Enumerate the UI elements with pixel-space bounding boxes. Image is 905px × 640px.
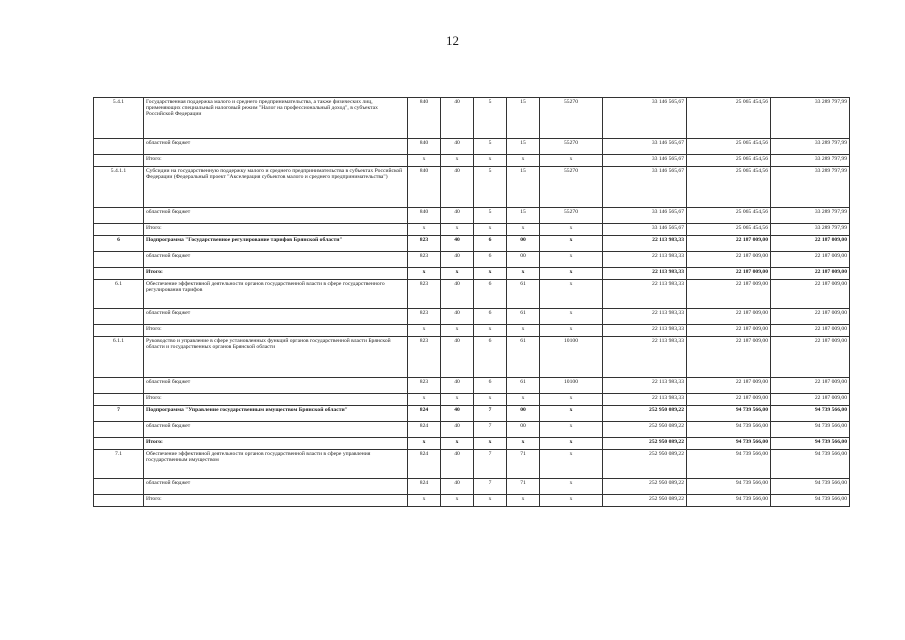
row-code [94, 252, 144, 268]
row-direction-code: х [540, 479, 603, 495]
row-subprogram-code: 5 [474, 167, 507, 208]
row-event-code: 61 [507, 378, 540, 394]
row-program-code: 40 [441, 139, 474, 155]
row-amount-year-3: 94 739 566,00 [771, 438, 850, 450]
row-code [94, 208, 144, 224]
row-amount-year-2: 22 187 009,00 [687, 236, 771, 252]
row-amount-year-1: 33 146 565,67 [603, 139, 687, 155]
table-row [94, 252, 850, 268]
row-admin-code: х [408, 224, 441, 236]
row-amount-year-1: 252 950 089,22 [603, 406, 687, 422]
row-subprogram-code: 6 [474, 337, 507, 378]
row-name: областной бюджет [144, 479, 408, 495]
row-name: Государственная поддержка малого и среднего предпринимательства, а также физических лиц, применяющих специальный налоговый режим "Налог на профессиональный доход", в субъектах Российской Федерации [144, 98, 408, 139]
row-direction-code: х [540, 422, 603, 438]
row-program-code: х [441, 155, 474, 167]
table-row [94, 325, 850, 337]
page-number: 12 [446, 33, 459, 48]
table-row [94, 479, 850, 495]
row-direction-code: х [540, 252, 603, 268]
row-name: Итого: [144, 438, 408, 450]
row-admin-code: 823 [408, 280, 441, 309]
row-program-code: 40 [441, 236, 474, 252]
row-direction-code: х [540, 224, 603, 236]
row-amount-year-3: 22 187 009,00 [771, 337, 850, 378]
row-direction-code: х [540, 495, 603, 507]
row-subprogram-code: 6 [474, 252, 507, 268]
row-event-code: х [507, 268, 540, 280]
row-program-code: х [441, 495, 474, 507]
table-row [94, 337, 850, 378]
row-code [94, 422, 144, 438]
row-amount-year-1: 22 113 983,33 [603, 309, 687, 325]
row-event-code: х [507, 394, 540, 406]
row-event-code: 00 [507, 406, 540, 422]
row-program-code: х [441, 394, 474, 406]
row-amount-year-2: 22 187 009,00 [687, 268, 771, 280]
row-event-code: х [507, 155, 540, 167]
row-amount-year-3: 94 739 566,00 [771, 422, 850, 438]
row-admin-code: х [408, 438, 441, 450]
row-event-code: 00 [507, 236, 540, 252]
row-code: 6.1.1 [94, 337, 144, 378]
row-direction-code: 10100 [540, 337, 603, 378]
table-row [94, 280, 850, 309]
row-amount-year-3: 33 289 797,99 [771, 167, 850, 208]
row-direction-code: 55270 [540, 98, 603, 139]
row-amount-year-2: 94 739 566,00 [687, 406, 771, 422]
row-program-code: 40 [441, 422, 474, 438]
row-direction-code: 55270 [540, 139, 603, 155]
row-amount-year-3: 22 187 009,00 [771, 394, 850, 406]
row-direction-code: 10100 [540, 378, 603, 394]
row-amount-year-3: 22 187 009,00 [771, 325, 850, 337]
row-amount-year-3: 94 739 566,00 [771, 406, 850, 422]
table-row [94, 155, 850, 167]
row-code: 6.1 [94, 280, 144, 309]
row-code: 7.1 [94, 450, 144, 479]
row-direction-code: х [540, 309, 603, 325]
row-subprogram-code: 7 [474, 422, 507, 438]
row-event-code: 15 [507, 98, 540, 139]
row-event-code: 15 [507, 167, 540, 208]
table-row [94, 406, 850, 422]
row-program-code: х [441, 268, 474, 280]
row-amount-year-3: 94 739 566,00 [771, 495, 850, 507]
row-amount-year-3: 33 289 797,99 [771, 139, 850, 155]
row-direction-code: х [540, 268, 603, 280]
row-name: Итого: [144, 394, 408, 406]
row-code [94, 394, 144, 406]
row-name: Подпрограмма "Государственное регулирование тарифов Брянской области" [144, 236, 408, 252]
row-subprogram-code: 6 [474, 378, 507, 394]
row-subprogram-code: х [474, 268, 507, 280]
row-name: Итого: [144, 325, 408, 337]
row-admin-code: 824 [408, 406, 441, 422]
row-subprogram-code: 6 [474, 280, 507, 309]
row-code: 5.4.1.1 [94, 167, 144, 208]
row-amount-year-1: 22 113 983,33 [603, 325, 687, 337]
row-code: 7 [94, 406, 144, 422]
row-subprogram-code: 7 [474, 479, 507, 495]
row-amount-year-1: 252 950 089,22 [603, 450, 687, 479]
row-event-code: 61 [507, 309, 540, 325]
row-admin-code: 823 [408, 236, 441, 252]
row-event-code: 00 [507, 422, 540, 438]
row-code [94, 378, 144, 394]
row-event-code: х [507, 224, 540, 236]
row-admin-code: 824 [408, 450, 441, 479]
row-program-code: 40 [441, 98, 474, 139]
row-amount-year-3: 94 739 566,00 [771, 450, 850, 479]
row-direction-code: х [540, 155, 603, 167]
row-program-code: х [441, 325, 474, 337]
row-amount-year-2: 25 065 454,56 [687, 208, 771, 224]
row-amount-year-3: 22 187 009,00 [771, 280, 850, 309]
row-amount-year-3: 94 739 566,00 [771, 479, 850, 495]
row-amount-year-1: 22 113 983,33 [603, 236, 687, 252]
table-row [94, 450, 850, 479]
row-program-code: 40 [441, 450, 474, 479]
row-amount-year-2: 25 065 454,56 [687, 167, 771, 208]
row-amount-year-1: 22 113 983,33 [603, 252, 687, 268]
row-direction-code: х [540, 280, 603, 309]
table-row [94, 167, 850, 208]
table-row [94, 236, 850, 252]
row-subprogram-code: 6 [474, 309, 507, 325]
row-admin-code: х [408, 325, 441, 337]
budget-table-body [94, 98, 850, 507]
row-direction-code: х [540, 394, 603, 406]
table-row [94, 422, 850, 438]
row-amount-year-3: 33 289 797,99 [771, 208, 850, 224]
row-program-code: 40 [441, 406, 474, 422]
row-admin-code: х [408, 268, 441, 280]
row-subprogram-code: х [474, 224, 507, 236]
row-name: Подпрограмма "Управление государственным имуществом Брянской области" [144, 406, 408, 422]
row-amount-year-2: 94 739 566,00 [687, 479, 771, 495]
row-amount-year-3: 33 289 797,99 [771, 98, 850, 139]
row-subprogram-code: х [474, 155, 507, 167]
table-row [94, 309, 850, 325]
table-row [94, 139, 850, 155]
row-amount-year-1: 33 146 565,67 [603, 167, 687, 208]
row-name: Субсидии на государственную поддержку малого и среднего предпринимательства в субъектах Российской Федерации (Федеральный проект "Акселерация субъектов малого и среднего предпринимательства") [144, 167, 408, 208]
row-amount-year-2: 25 065 454,56 [687, 155, 771, 167]
row-amount-year-1: 33 146 565,67 [603, 155, 687, 167]
row-program-code: 40 [441, 208, 474, 224]
row-amount-year-1: 252 950 089,22 [603, 479, 687, 495]
row-subprogram-code: х [474, 325, 507, 337]
row-event-code: х [507, 438, 540, 450]
row-event-code: 61 [507, 337, 540, 378]
row-amount-year-2: 94 739 566,00 [687, 422, 771, 438]
row-event-code: 71 [507, 479, 540, 495]
row-amount-year-1: 22 113 983,33 [603, 268, 687, 280]
row-amount-year-2: 94 739 566,00 [687, 450, 771, 479]
row-amount-year-3: 22 187 009,00 [771, 309, 850, 325]
row-program-code: 40 [441, 167, 474, 208]
row-direction-code: х [540, 450, 603, 479]
row-code [94, 268, 144, 280]
row-admin-code: 823 [408, 378, 441, 394]
row-amount-year-2: 22 187 009,00 [687, 280, 771, 309]
row-subprogram-code: 7 [474, 406, 507, 422]
row-amount-year-2: 25 065 454,56 [687, 224, 771, 236]
row-admin-code: 824 [408, 479, 441, 495]
row-amount-year-1: 22 113 983,33 [603, 337, 687, 378]
row-name: областной бюджет [144, 378, 408, 394]
row-code: 6 [94, 236, 144, 252]
row-amount-year-2: 25 065 454,56 [687, 98, 771, 139]
row-code [94, 479, 144, 495]
row-name: Итого: [144, 155, 408, 167]
row-name: Итого: [144, 268, 408, 280]
row-amount-year-3: 22 187 009,00 [771, 252, 850, 268]
row-program-code: 40 [441, 252, 474, 268]
row-event-code: 15 [507, 139, 540, 155]
row-admin-code: 840 [408, 98, 441, 139]
row-code [94, 309, 144, 325]
row-event-code: 71 [507, 450, 540, 479]
row-amount-year-1: 33 146 565,67 [603, 208, 687, 224]
row-admin-code: 840 [408, 167, 441, 208]
row-name: областной бюджет [144, 309, 408, 325]
row-event-code: х [507, 495, 540, 507]
table-row [94, 394, 850, 406]
row-code [94, 325, 144, 337]
row-event-code: 15 [507, 208, 540, 224]
row-name: областной бюджет [144, 139, 408, 155]
row-event-code: х [507, 325, 540, 337]
row-code [94, 155, 144, 167]
row-name: Итого: [144, 495, 408, 507]
row-code [94, 495, 144, 507]
row-admin-code: 823 [408, 252, 441, 268]
row-program-code: 40 [441, 280, 474, 309]
row-amount-year-2: 22 187 009,00 [687, 394, 771, 406]
table-row [94, 378, 850, 394]
row-amount-year-2: 94 739 566,00 [687, 438, 771, 450]
row-amount-year-1: 33 146 565,67 [603, 98, 687, 139]
budget-table [93, 97, 850, 507]
row-amount-year-2: 22 187 009,00 [687, 378, 771, 394]
row-admin-code: 823 [408, 337, 441, 378]
table-row [94, 495, 850, 507]
table-row [94, 98, 850, 139]
row-direction-code: х [540, 438, 603, 450]
row-admin-code: 823 [408, 309, 441, 325]
row-program-code: 40 [441, 309, 474, 325]
table-row [94, 438, 850, 450]
row-code: 5.4.1 [94, 98, 144, 139]
row-subprogram-code: 5 [474, 208, 507, 224]
row-direction-code: х [540, 325, 603, 337]
row-program-code: х [441, 438, 474, 450]
row-name: областной бюджет [144, 252, 408, 268]
row-subprogram-code: х [474, 394, 507, 406]
row-amount-year-2: 22 187 009,00 [687, 337, 771, 378]
row-amount-year-3: 22 187 009,00 [771, 268, 850, 280]
row-subprogram-code: 5 [474, 139, 507, 155]
row-amount-year-3: 22 187 009,00 [771, 236, 850, 252]
row-amount-year-1: 22 113 983,33 [603, 394, 687, 406]
row-amount-year-2: 22 187 009,00 [687, 309, 771, 325]
row-amount-year-1: 22 113 983,33 [603, 280, 687, 309]
row-amount-year-3: 33 289 797,99 [771, 155, 850, 167]
row-amount-year-1: 252 950 089,22 [603, 438, 687, 450]
row-subprogram-code: 7 [474, 450, 507, 479]
table-row [94, 208, 850, 224]
row-subprogram-code: х [474, 495, 507, 507]
row-name: областной бюджет [144, 422, 408, 438]
row-program-code: 40 [441, 479, 474, 495]
row-admin-code: 840 [408, 139, 441, 155]
row-amount-year-2: 94 739 566,00 [687, 495, 771, 507]
row-amount-year-2: 22 187 009,00 [687, 325, 771, 337]
row-amount-year-3: 22 187 009,00 [771, 378, 850, 394]
row-admin-code: х [408, 495, 441, 507]
row-subprogram-code: 6 [474, 236, 507, 252]
table-row [94, 224, 850, 236]
row-direction-code: 55270 [540, 208, 603, 224]
row-subprogram-code: х [474, 438, 507, 450]
row-amount-year-1: 252 950 089,22 [603, 422, 687, 438]
row-event-code: 00 [507, 252, 540, 268]
row-amount-year-1: 22 113 983,33 [603, 378, 687, 394]
row-direction-code: х [540, 406, 603, 422]
row-code [94, 224, 144, 236]
row-amount-year-2: 25 065 454,56 [687, 139, 771, 155]
row-name: Обеспечение эффективной деятельности органов государственной власти в сфере государственного регулирования тарифов [144, 280, 408, 309]
row-amount-year-1: 33 146 565,67 [603, 224, 687, 236]
row-name: Обеспечение эффективной деятельности органов государственной власти в сфере управления государственным имуществом [144, 450, 408, 479]
row-amount-year-1: 252 950 089,22 [603, 495, 687, 507]
row-direction-code: 55270 [540, 167, 603, 208]
row-admin-code: 840 [408, 208, 441, 224]
row-program-code: 40 [441, 337, 474, 378]
row-program-code: 40 [441, 378, 474, 394]
row-amount-year-2: 22 187 009,00 [687, 252, 771, 268]
row-admin-code: 824 [408, 422, 441, 438]
row-code [94, 139, 144, 155]
row-code [94, 438, 144, 450]
row-event-code: 61 [507, 280, 540, 309]
row-name: областной бюджет [144, 208, 408, 224]
row-program-code: х [441, 224, 474, 236]
row-admin-code: х [408, 155, 441, 167]
row-name: Руководство и управление в сфере установленных функций органов государственной власти Брянской области и государственных органов Брянской области [144, 337, 408, 378]
row-name: Итого: [144, 224, 408, 236]
row-direction-code: х [540, 236, 603, 252]
row-admin-code: х [408, 394, 441, 406]
table-row [94, 268, 850, 280]
row-amount-year-3: 33 289 797,99 [771, 224, 850, 236]
row-subprogram-code: 5 [474, 98, 507, 139]
